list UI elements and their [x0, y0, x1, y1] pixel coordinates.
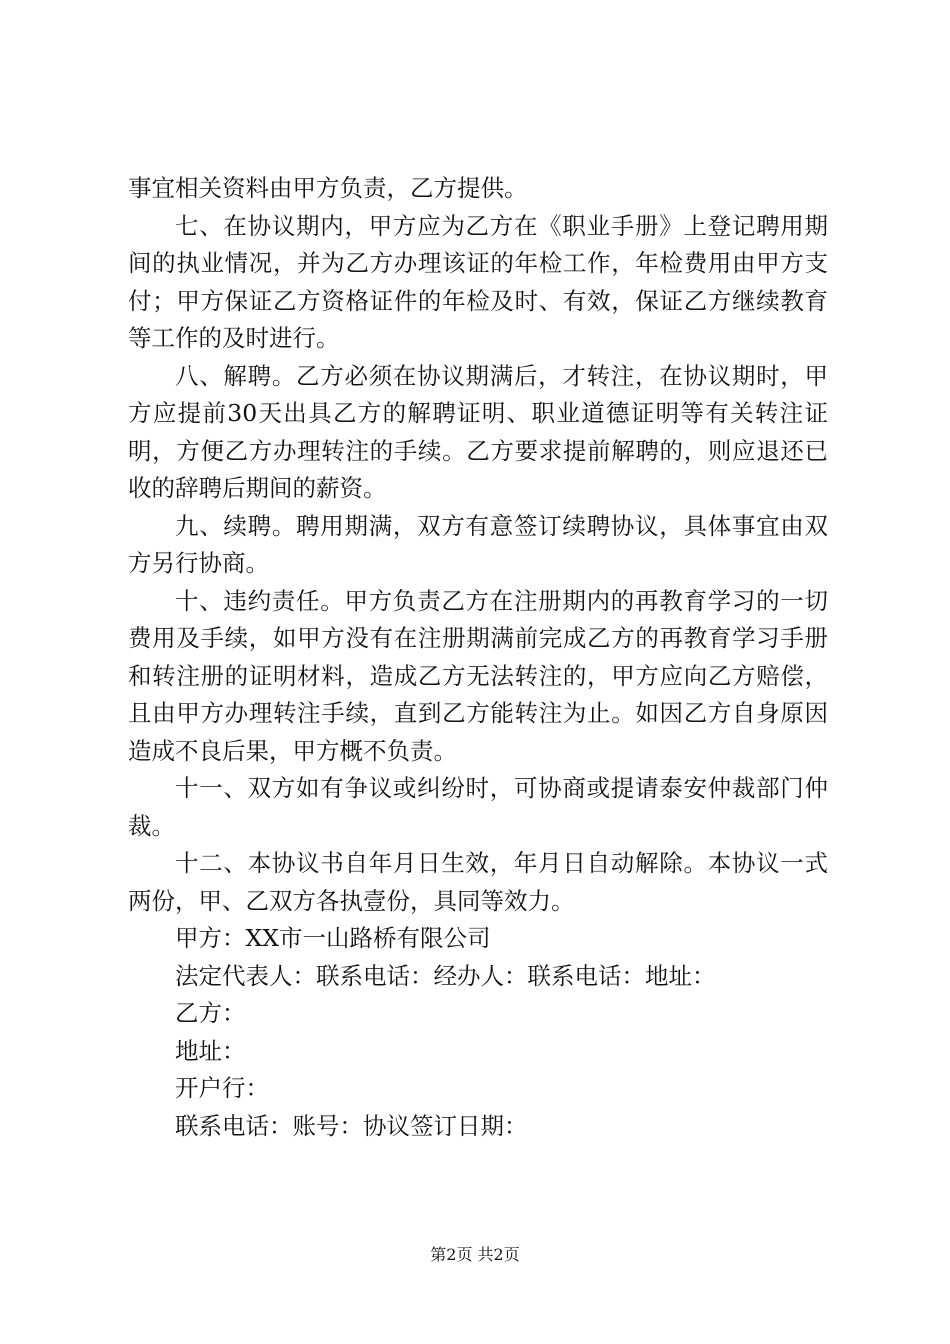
paragraph-clause-7: 七、在协议期内，甲方应为乙方在《职业手册》上登记聘用期间的执业情况，并为乙方办理该证的年检工作，年检费用由甲方支付；甲方保证乙方资格证件的年检及时、有效，保证乙方继续教育等工作的及时进行。 [128, 211, 828, 352]
party-b-line: 乙方： [175, 999, 246, 1027]
paragraph-continuation: 事宜相关资料由甲方负责，乙方提供。 [128, 174, 528, 202]
page-footer [0, 1245, 950, 1265]
paragraph-clause-9: 九、续聘。聘用期满，双方有意签订续聘协议，具体事宜由双方另行协商。 [128, 511, 828, 577]
paragraph-clause-8: 八、解聘。乙方必须在协议期满后，才转注，在协议期时，甲方应提前30天出具乙方的解聘证明、职业道德证明等有关转注证明，方便乙方办理转注的手续。乙方要求提前解聘的，则应退还已收的辞聘后期间的薪资。 [128, 361, 828, 502]
party-a-contacts-line: 法定代表人：联系电话：经办人：联系电话：地址： [175, 961, 716, 990]
signature-block [128, 920, 828, 1145]
bank-line: 开户行： [175, 1074, 269, 1102]
party-b-contacts-line: 联系电话：账号：协议签订日期： [175, 1111, 528, 1140]
page-number: 第2页 共2页 [430, 1245, 520, 1264]
paragraph-clause-11: 十一、双方如有争议或纠纷时，可协商或提请泰安仲裁部门仲裁。 [128, 774, 828, 840]
address-line: 地址： [175, 1036, 246, 1065]
paragraph-clause-10: 十、违约责任。甲方负责乙方在注册期内的再教育学习的一切费用及手续，如甲方没有在注册期满前完成乙方的再教育学习手册和转注册的证明材料，造成乙方无法转注的，甲方应向乙方赔偿，且由甲方办理转注手续，直到乙方能转注为止。如因乙方自身原因造成不良后果，甲方概不负责。 [128, 586, 828, 765]
paragraph-clause-12: 十二、本协议书自年月日生效，年月日自动解除。本协议一式两份，甲、乙双方各执壹份，具同等效力。 [128, 849, 828, 915]
party-a-line: 甲方：XX市一山路桥有限公司 [175, 924, 491, 952]
document-body [128, 170, 828, 1145]
